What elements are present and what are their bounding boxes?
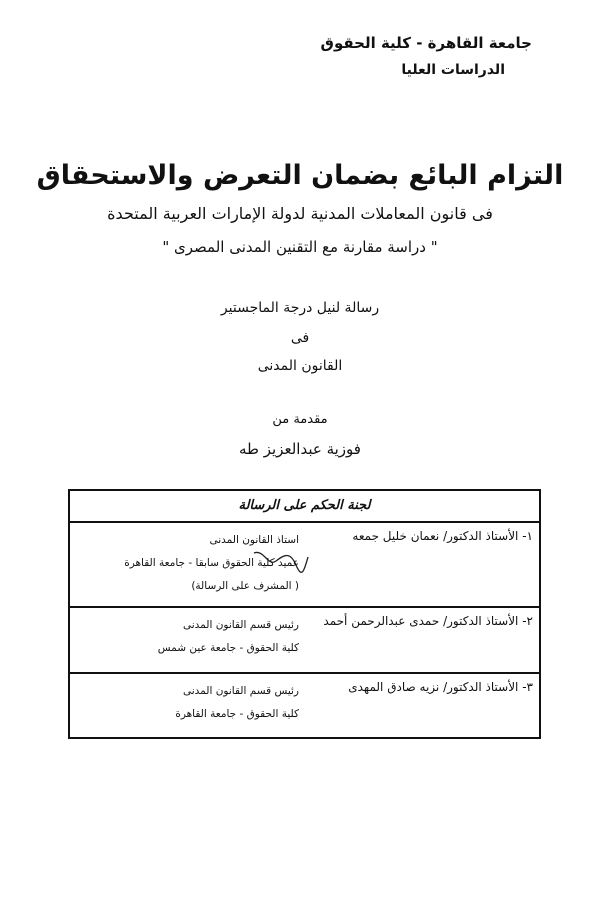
thesis-title: التزام البائع بضمان التعرض والاستحقاق: [36, 160, 564, 191]
university-header: جامعة القاهرة - كلية الحقوق: [320, 34, 532, 52]
affiliation-line: كلية الحقوق - جامعة عين شمس: [157, 642, 299, 654]
degree-line: رسالة لنيل درجة الماجستير: [220, 300, 380, 316]
thesis-study-note: " دراسة مقارنة مع التقنين المدنى المصرى ": [162, 238, 438, 256]
affiliation-line: كلية الحقوق - جامعة القاهرة: [175, 708, 299, 720]
member-affiliation: [175, 680, 299, 726]
field-line: القانون المدنى: [257, 358, 343, 374]
author-name: فوزية عبدالعزيز طه: [239, 440, 361, 458]
member-affiliation: [158, 614, 299, 660]
in-line: فى: [290, 330, 310, 346]
presented-by-line: مقدمة من: [272, 412, 328, 427]
member-affiliation: [124, 529, 299, 598]
department-header: الدراسات العليا: [401, 62, 505, 78]
committee-row: [70, 606, 539, 672]
affiliation-line: رئيس قسم القانون المدنى: [183, 685, 299, 697]
thesis-subtitle: فى قانون المعاملات المدنية لدولة الإمارات العربية المتحدة: [107, 204, 493, 223]
affiliation-line: استاذ القانون المدنى: [209, 534, 299, 546]
committee-row: [70, 672, 539, 737]
member-name: ٣- الأستاذ الدكتور/ نزيه صادق المهدى: [348, 680, 533, 694]
member-name: ١- الأستاذ الدكتور/ نعمان خليل جمعه: [352, 529, 533, 543]
member-name: ٢- الأستاذ الدكتور/ حمدى عبدالرحمن أحمد: [323, 614, 533, 628]
committee-row: [70, 523, 539, 606]
committee-heading: لجنة الحكم على الرسالة: [70, 491, 539, 523]
affiliation-line: عميد كلية الحقوق سابقا - جامعة القاهرة: [124, 557, 299, 569]
committee-table: [68, 489, 541, 739]
affiliation-line: رئيس قسم القانون المدنى: [183, 619, 299, 631]
affiliation-line: ( المشرف على الرسالة): [191, 580, 299, 592]
